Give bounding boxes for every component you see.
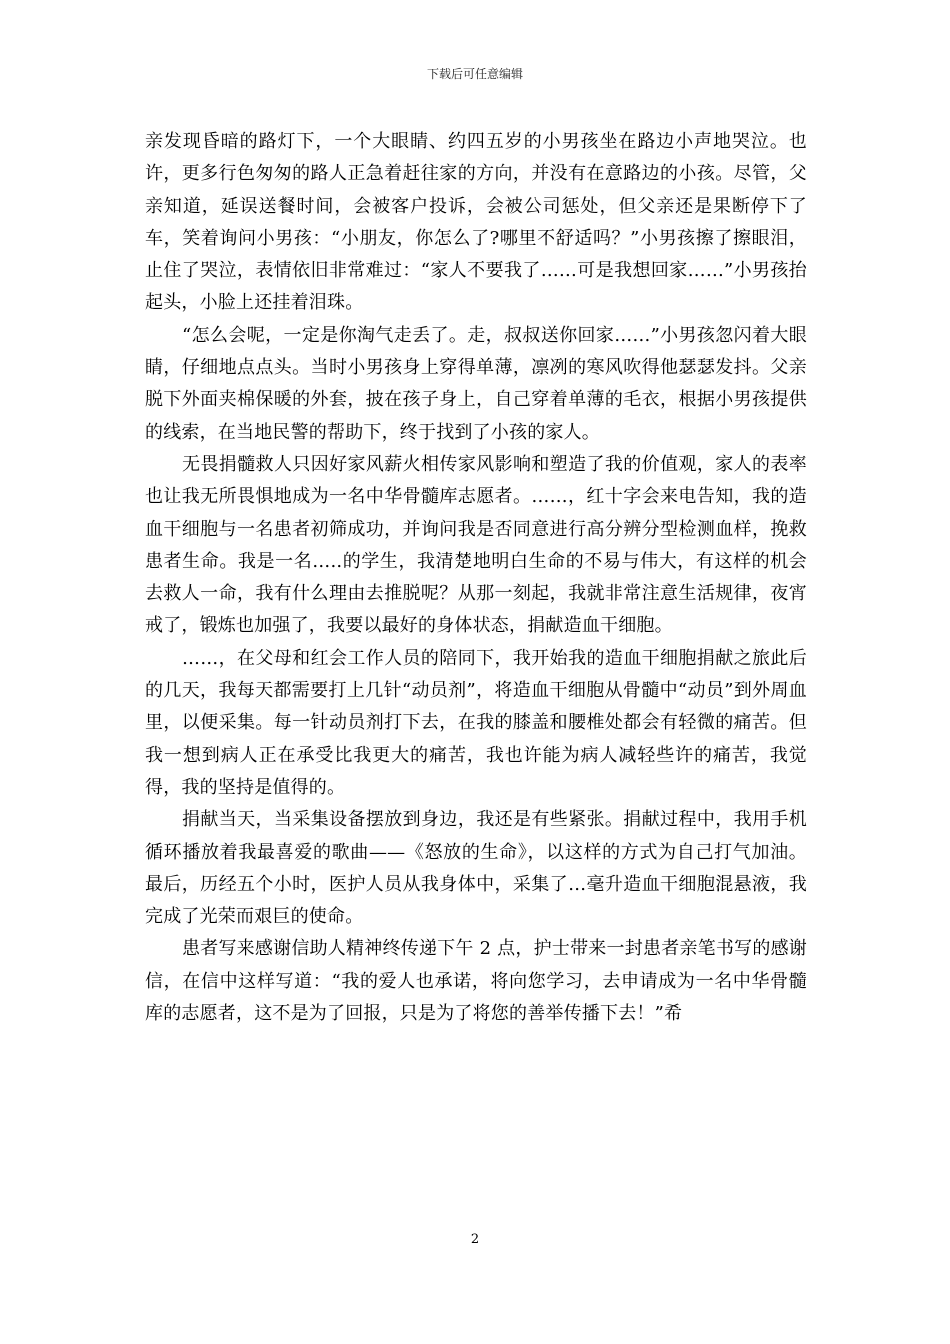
paragraph-3: 无畏捐髓救人只因好家风薪火相传家风影响和塑造了我的价值观，家人的表率也让我无所畏惧地成为一名中华骨髓库志愿者。……，红十字会来电告知，我的造血干细胞与一名患者初筛成功，并询问我是否同意进行高分辨分型检测血样，挽救患者生命。我是一名…..的学生，我清楚地明白生命的不易与伟大，有这样的机会去救人一命，我有什么理由去推脱呢？从那一刻起，我就非常注意生活规律，夜宵戒了，锻炼也加强了，我要以最好的身体状态，捐献造血干细胞。 — [145, 453, 807, 637]
paragraph-4: ……，在父母和红会工作人员的陪同下，我开始我的造血干细胞捐献之旅此后的几天，我每天都需要打上几针“动员剂”，将造血干细胞从骨髓中“动员”到外周血里，以便采集。每一针动员剂打下去，在我的膝盖和腰椎处都会有轻微的痛苦。但我一想到病人正在承受比我更大的痛苦，我也许能为病人减轻些许的痛苦，我觉得，我的坚持是值得的。 — [145, 647, 807, 798]
paragraph-5: 捐献当天，当采集设备摆放到身边，我还是有些紧张。捐献过程中，我用手机循环播放着我最喜爱的歌曲——《怒放的生命》，以这样的方式为自己打气加油。最后，历经五个小时，医护人员从我身体中，采集了…毫升造血干细胞混悬液，我完成了光荣而艰巨的使命。 — [145, 809, 807, 928]
document-body — [145, 126, 807, 1030]
paragraph-1: 亲发现昏暗的路灯下，一个大眼睛、约四五岁的小男孩坐在路边小声地哭泣。也许，更多行色匆匆的路人正急着赶往家的方向，并没有在意路边的小孩。尽管，父亲知道，延误送餐时间，会被客户投诉，会被公司惩处，但父亲还是果断停下了车，笑着询问小男孩：“小朋友，你怎么了?哪里不舒适吗？”小男孩擦了擦眼泪，止住了哭泣，表情依旧非常难过：“家人不要我了……可是我想回家……”小男孩抬起头，小脸上还挂着泪珠。 — [145, 131, 807, 314]
page-header: 下载后可任意编辑 — [426, 67, 523, 81]
paragraph-6: 患者写来感谢信助人精神终传递下午 2 点，护士带来一封患者亲笔书写的感谢信，在信中这样写道：“我的爱人也承诺，将向您学习，去申请成为一名中华骨髓库的志愿者，这不是为了回报，只是为了将您的善举传播下去！”希 — [145, 938, 807, 1025]
paragraph-2: “怎么会呢，一定是你淘气走丢了。走，叔叔送你回家……”小男孩忽闪着大眼睛，仔细地点点头。当时小男孩身上穿得单薄，凛冽的寒风吹得他瑟瑟发抖。父亲脱下外面夹棉保暖的外套，披在孩子身上，自己穿着单薄的毛衣，根据小男孩提供的线索，在当地民警的帮助下，终于找到了小孩的家人。 — [145, 324, 807, 443]
page-number: 2 — [470, 1232, 480, 1247]
